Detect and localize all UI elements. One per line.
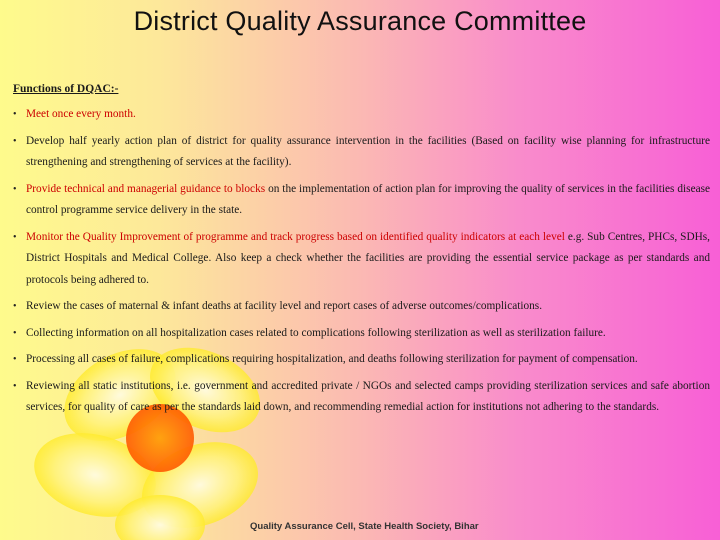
item-text: Develop half yearly action plan of district for quality assurance intervention in the facilities (Based on facility wise planning for infrastructure strengthening and strengthening of services at the facility). <box>26 134 710 168</box>
list-item <box>13 323 710 345</box>
list-item <box>13 227 710 292</box>
footer-credit: Quality Assurance Cell, State Health Society, Bihar <box>250 521 479 532</box>
functions-subheading: Functions of DQAC:- <box>13 83 119 95</box>
item-highlight: Provide technical and managerial guidance to blocks <box>26 182 266 195</box>
item-text: on the implementation of action plan for improving the quality of services in the facilities disease control programme service delivery in the state. <box>26 182 711 216</box>
item-text: Review the cases of maternal & infant deaths at facility level and report cases of adverse outcomes/complications. <box>26 300 543 312</box>
item-text: e.g. Sub Centres, PHCs, SDHs, District Hospitals and Medical College. Also keep a check whether the facilities are providing the essential service package as per standards and protocols being adhered to. <box>26 230 710 286</box>
page-title: District Quality Assurance Committee <box>133 6 587 36</box>
list-item <box>13 131 710 174</box>
item-text: Processing all cases of failure, complications requiring hospitalization, and deaths following sterilization for payment of compensation. <box>26 353 638 365</box>
list-item <box>13 376 710 419</box>
list-item <box>13 179 710 222</box>
item-text: Collecting information on all hospitalization cases related to complications following sterilization as well as sterilization failure. <box>26 326 606 339</box>
list-item <box>13 104 710 126</box>
list-item <box>13 296 710 318</box>
item-text: Reviewing all static institutions, i.e. government and accredited private / NGOs and selected camps providing sterilization services and safe abortion services, for quality of care as per the standards laid down, and recommending remedial action for institutions not adhering to the standards. <box>26 379 710 413</box>
functions-list <box>13 104 710 424</box>
item-highlight: Meet once every month. <box>26 108 136 120</box>
item-highlight: Monitor the Quality Improvement of programme and track progress based on identified quality indicators at each level <box>26 230 565 243</box>
list-item <box>13 349 710 371</box>
